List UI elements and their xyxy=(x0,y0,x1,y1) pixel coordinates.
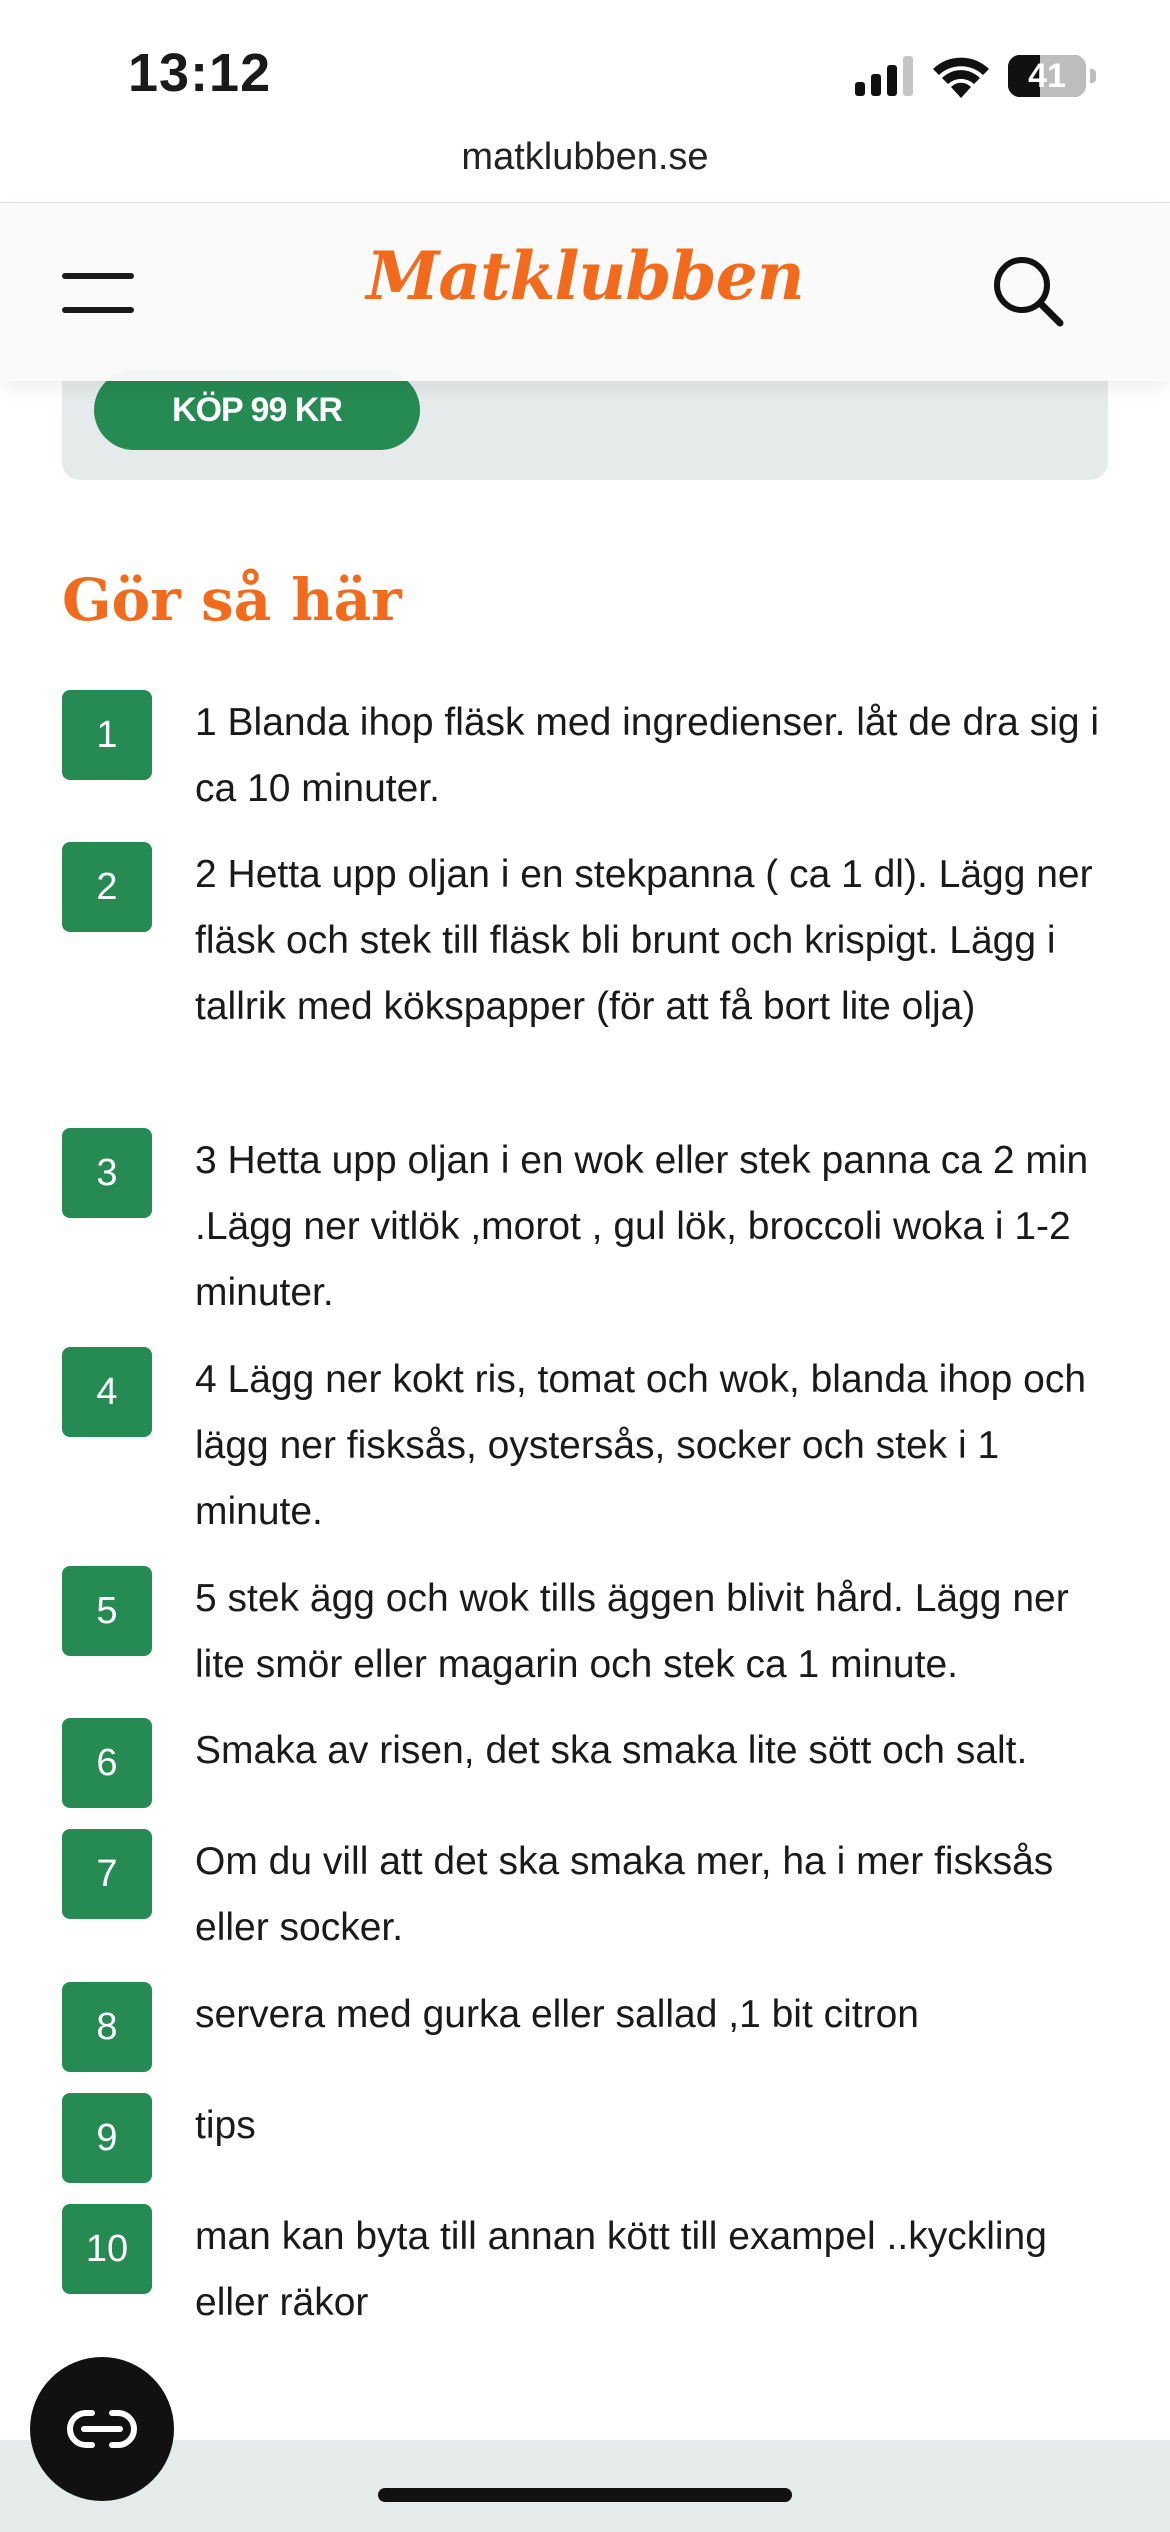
step-number: 4 xyxy=(62,1347,152,1437)
status-bar xyxy=(0,0,1170,130)
battery-cap xyxy=(1090,69,1096,83)
step-text: Om du vill att det ska smaka mer, ha i mer fisksås eller socker. xyxy=(195,1840,1054,1949)
step-text: servera med gurka eller sallad ,1 bit citron xyxy=(195,1993,919,2036)
url-text[interactable]: matklubben.se xyxy=(461,136,709,178)
site-header xyxy=(0,203,1170,381)
step-text: Smaka av risen, det ska smaka lite sött och salt. xyxy=(195,1729,1028,1772)
battery-icon xyxy=(1008,55,1086,97)
status-time: 13:12 xyxy=(128,43,272,103)
battery-percent: 41 xyxy=(1028,57,1066,95)
reader-mode-button[interactable] xyxy=(30,2357,174,2501)
step-number: 1 xyxy=(62,690,152,780)
step-number: 5 xyxy=(62,1566,152,1656)
step-number: 6 xyxy=(62,1718,152,1808)
search-icon[interactable] xyxy=(990,253,1066,329)
step-number: 8 xyxy=(62,1982,152,2072)
step-number: 2 xyxy=(62,842,152,932)
step-text: 4 Lägg ner kokt ris, tomat och wok, blanda ihop och lägg ner fisksås, oystersås, socker och stek i 1 minute. xyxy=(195,1358,1087,1533)
step-number: 9 xyxy=(62,2093,152,2183)
site-logo[interactable]: Matklubben xyxy=(366,237,804,315)
buy-button[interactable]: KÖP 99 KR xyxy=(94,370,420,450)
step-number: 10 xyxy=(62,2204,152,2294)
address-bar[interactable] xyxy=(0,130,1170,203)
reader-mode-icon xyxy=(62,2403,142,2455)
step-text: 2 Hetta upp oljan i en stekpanna ( ca 1 dl). Lägg ner fläsk och stek till fläsk bli brunt och krispigt. Lägg i tallrik med kökspapper (för att få bort lite olja) xyxy=(195,853,1093,1028)
step-number: 3 xyxy=(62,1128,152,1218)
step-text: 5 stek ägg och wok tills äggen blivit hård. Lägg ner lite smör eller magarin och stek ca 1 minute. xyxy=(195,1577,1069,1686)
step-number: 7 xyxy=(62,1829,152,1919)
wifi-icon xyxy=(933,56,989,98)
signal-icon xyxy=(855,56,915,96)
home-indicator[interactable] xyxy=(378,2488,792,2502)
section-title: Gör så här xyxy=(62,566,402,634)
step-text: tips xyxy=(195,2104,256,2147)
step-text: 1 Blanda ihop fläsk med ingredienser. låt de dra sig i ca 10 minuter. xyxy=(195,701,1100,810)
step-text: 3 Hetta upp oljan i en wok eller stek panna ca 2 min .Lägg ner vitlök ,morot , gul lök, broccoli woka i 1-2 minuter. xyxy=(195,1139,1089,1314)
step-text: man kan byta till annan kött till exampel ..kyckling eller räkor xyxy=(195,2215,1047,2324)
bottom-bar xyxy=(0,2440,1170,2532)
